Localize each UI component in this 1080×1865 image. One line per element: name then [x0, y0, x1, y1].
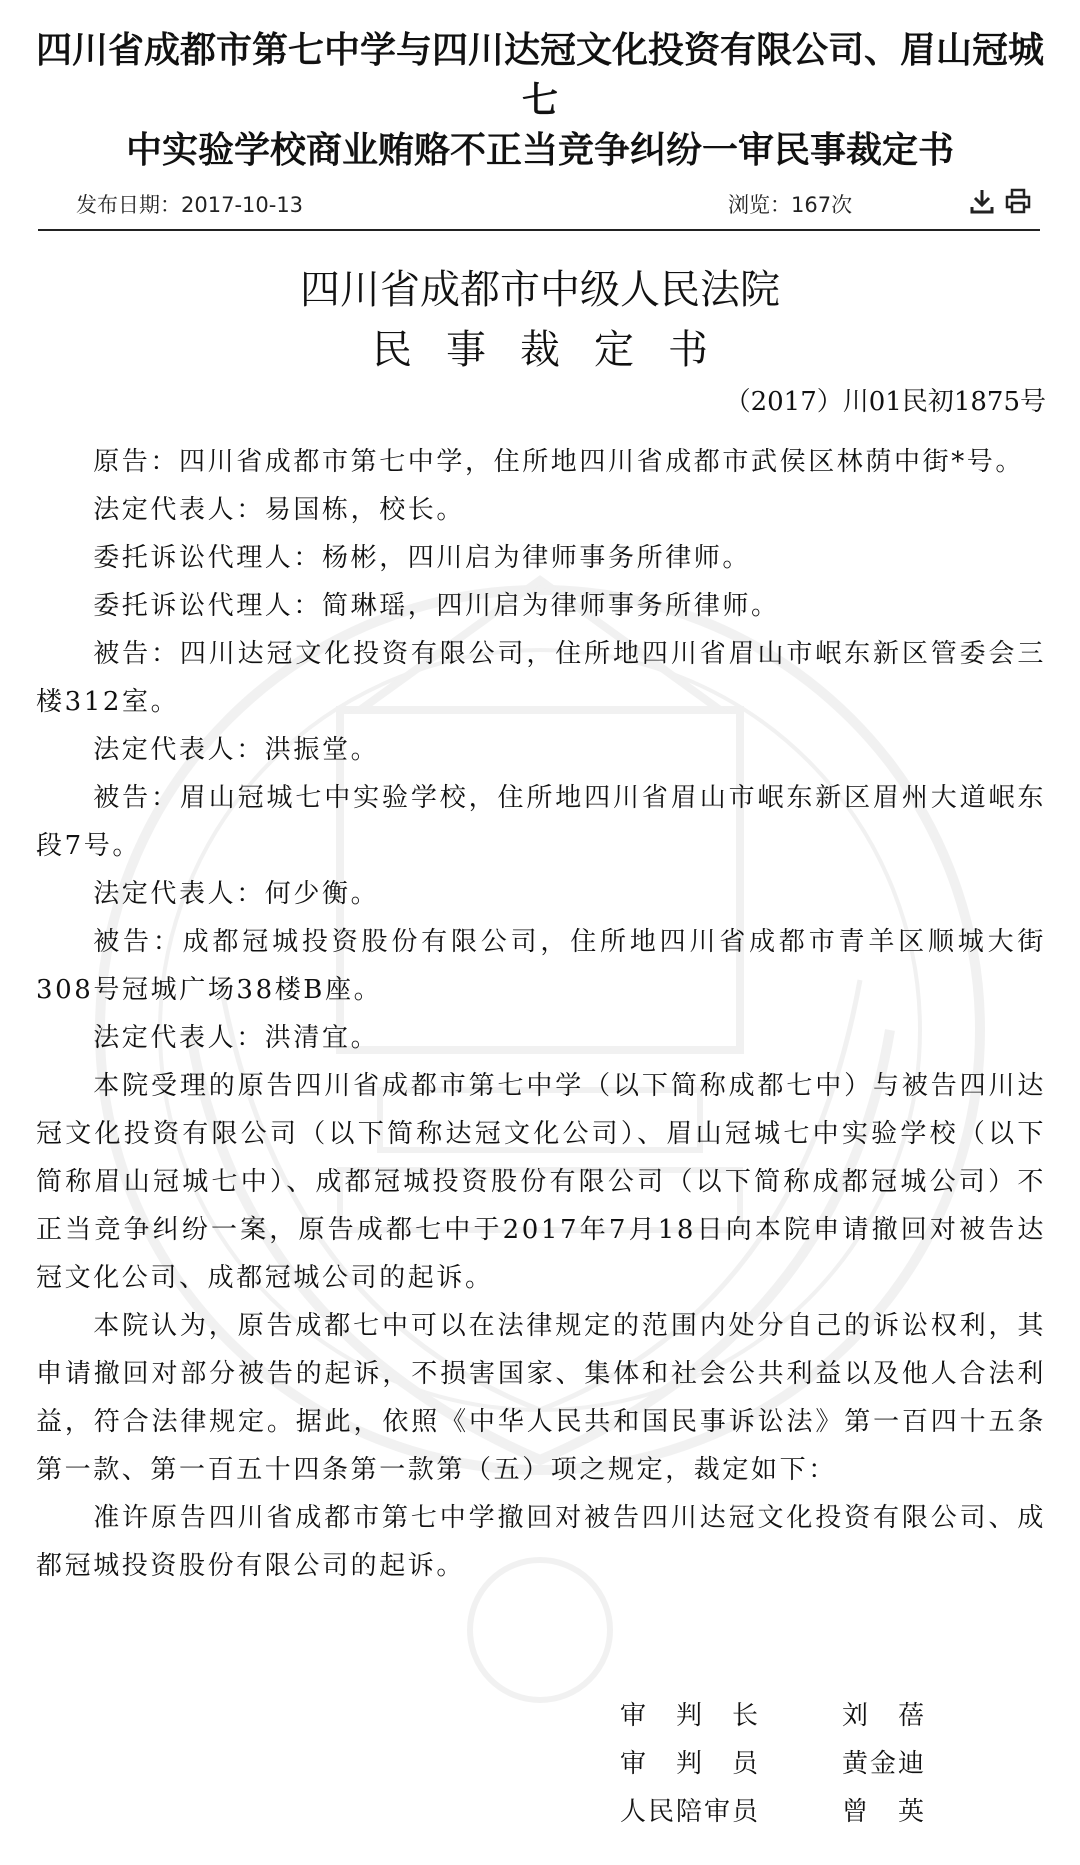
view-count: 浏览：167次 [728, 193, 853, 217]
title-line-2: 中实验学校商业贿赂不正当竞争纠纷一审民事裁定书 [125, 130, 954, 171]
signer-name: 黄金迪 [842, 1749, 927, 1779]
signature-row [620, 1788, 1040, 1836]
signer-role: 审 判 员 [620, 1749, 761, 1779]
signer-name: 曾 英 [842, 1797, 927, 1827]
paragraph: 委托诉讼代理人：杨彬，四川启为律师事务所律师。 [93, 543, 751, 573]
meta-bar [38, 185, 1040, 231]
paragraph: 法定代表人：洪清宜。 [93, 1023, 380, 1053]
signature-block [620, 1692, 1040, 1836]
paragraph: 法定代表人：洪振堂。 [93, 735, 380, 765]
publish-date: 发布日期：2017-10-13 [76, 193, 304, 217]
signer-role: 人民陪审员 [620, 1797, 761, 1827]
action-icons [968, 185, 1038, 217]
court-name: 四川省成都市中级人民法院 [300, 267, 780, 313]
signature-row [620, 1740, 1040, 1788]
paragraph: 被告：四川达冠文化投资有限公司，住所地四川省眉山市岷东新区管委会三楼312室。 [36, 639, 1046, 717]
signer-role: 审 判 长 [620, 1701, 761, 1731]
paragraph: 本院认为，原告成都七中可以在法律规定的范围内处分自己的诉讼权利，其申请撤回对部分被告的起诉，不损害国家、集体和社会公共利益以及他人合法利益，符合法律规定。据此，依照《中华人民共和国民事诉讼法》第一百四十五条第一款、第一百五十四条第一款第（五）项之规定，裁定如下： [36, 1311, 1046, 1485]
ruling-body [36, 438, 1046, 1590]
paragraph: 法定代表人：易国栋，校长。 [93, 495, 465, 525]
paragraph: 被告：成都冠城投资股份有限公司，住所地四川省成都市青羊区顺城大街308号冠城广场38楼B座。 [36, 927, 1046, 1005]
signer-name: 刘 蓓 [842, 1701, 927, 1731]
paragraph: 法定代表人：何少衡。 [93, 879, 380, 909]
paragraph: 委托诉讼代理人：简琳瑶，四川启为律师事务所律师。 [93, 591, 780, 621]
print-icon[interactable] [1004, 187, 1032, 215]
paragraph: 原告：四川省成都市第七中学，住所地四川省成都市武侯区林荫中街*号。 [93, 447, 1024, 477]
paragraph: 准许原告四川省成都市第七中学撤回对被告四川达冠文化投资有限公司、成都冠城投资股份有限公司的起诉。 [36, 1503, 1046, 1581]
document-title [30, 26, 1050, 176]
document-type: 民事裁定书 [372, 327, 742, 373]
title-line-1: 四川省成都市第七中学与四川达冠文化投资有限公司、眉山冠城七 [35, 30, 1044, 121]
paragraph: 本院受理的原告四川省成都市第七中学（以下简称成都七中）与被告四川达冠文化投资有限公司（以下简称达冠文化公司）、眉山冠城七中实验学校（以下简称眉山冠城七中）、成都冠城投资股份有限公司（以下简称成都冠城公司）不正当竞争纠纷一案，原告成都七中于2017年7月18日向本院申请撤回对被告达冠文化公司、成都冠城公司的起诉。 [36, 1071, 1046, 1293]
case-number: （2017）川01民初1875号 [724, 387, 1046, 417]
download-icon[interactable] [968, 187, 996, 215]
signature-row [620, 1692, 1040, 1740]
paragraph: 被告：眉山冠城七中实验学校，住所地四川省眉山市岷东新区眉州大道岷东段7号。 [36, 783, 1046, 861]
